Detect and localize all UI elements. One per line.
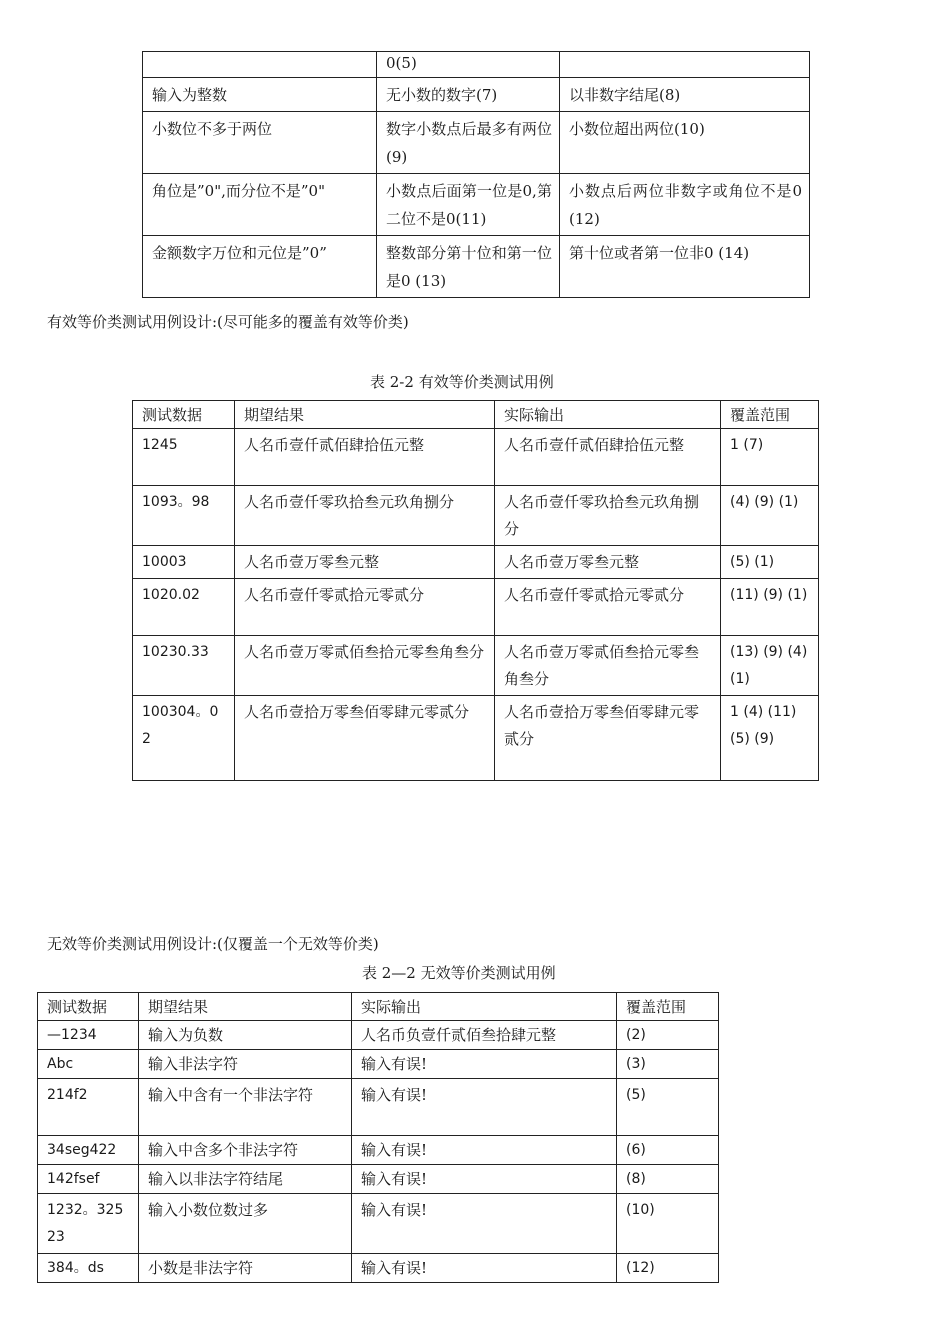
expected-result-cell: 人名币壹拾万零叁佰零肆元零贰分 bbox=[235, 696, 495, 781]
table-row bbox=[38, 1079, 719, 1136]
actual-output-cell: 输入有误! bbox=[352, 1254, 617, 1283]
column-header: 测试数据 bbox=[38, 993, 139, 1021]
valid-table-caption: 表 2-2 有效等价类测试用例 bbox=[370, 373, 554, 391]
coverage-cell: (3) bbox=[617, 1050, 719, 1079]
test-data-cell: 214f2 bbox=[38, 1079, 139, 1136]
test-data-cell: 10003 bbox=[133, 546, 235, 579]
coverage-cell: (13) (9) (4) (1) bbox=[721, 636, 819, 696]
expected-result-cell: 输入中含有一个非法字符 bbox=[139, 1079, 352, 1136]
table-cell: 小数位超出两位(10) bbox=[560, 112, 810, 174]
test-data-cell: 1093。98 bbox=[133, 486, 235, 546]
actual-output-cell: 输入有误! bbox=[352, 1165, 617, 1194]
actual-output-cell: 人名币壹仟贰佰肆拾伍元整 bbox=[495, 429, 721, 486]
coverage-cell: (11) (9) (1) bbox=[721, 579, 819, 636]
table-row bbox=[143, 236, 810, 298]
actual-output-cell: 输入有误! bbox=[352, 1194, 617, 1254]
table-cell: 角位是”0",而分位不是”0" bbox=[143, 174, 377, 236]
table-cell: 小数位不多于两位 bbox=[143, 112, 377, 174]
expected-result-cell: 输入小数位数过多 bbox=[139, 1194, 352, 1254]
expected-result-cell: 输入中含多个非法字符 bbox=[139, 1136, 352, 1165]
table-row bbox=[143, 112, 810, 174]
table-cell bbox=[143, 52, 377, 78]
table-cell: 小数点后面第一位是0,第二位不是0(11) bbox=[377, 174, 560, 236]
table-cell: 以非数字结尾(8) bbox=[560, 78, 810, 112]
actual-output-cell: 输入有误! bbox=[352, 1079, 617, 1136]
table-row bbox=[133, 486, 819, 546]
column-header: 实际输出 bbox=[352, 993, 617, 1021]
invalid-table-caption: 表 2—2 无效等价类测试用例 bbox=[362, 964, 556, 982]
valid-cases-heading: 有效等价类测试用例设计:(尽可能多的覆盖有效等价类) bbox=[47, 313, 409, 331]
column-header: 实际输出 bbox=[495, 401, 721, 429]
coverage-cell: (12) bbox=[617, 1254, 719, 1283]
table-cell: 整数部分第十位和第一位是0 (13) bbox=[377, 236, 560, 298]
column-header: 覆盖范围 bbox=[721, 401, 819, 429]
expected-result-cell: 人名币壹万零叁元整 bbox=[235, 546, 495, 579]
coverage-cell: 1 (7) bbox=[721, 429, 819, 486]
test-data-cell: —1234 bbox=[38, 1021, 139, 1050]
expected-result-cell: 人名币壹万零贰佰叁拾元零叁角叁分 bbox=[235, 636, 495, 696]
valid-test-case-table bbox=[132, 400, 819, 781]
test-data-cell: Abc bbox=[38, 1050, 139, 1079]
table-cell: 金额数字万位和元位是”0” bbox=[143, 236, 377, 298]
table-row bbox=[38, 1021, 719, 1050]
test-data-cell: 1020.02 bbox=[133, 579, 235, 636]
actual-output-cell: 人名币壹仟零玖拾叁元玖角捌分 bbox=[495, 486, 721, 546]
table-row bbox=[38, 1254, 719, 1283]
coverage-cell: (5) (1) bbox=[721, 546, 819, 579]
table-row bbox=[143, 174, 810, 236]
table-header-row bbox=[38, 993, 719, 1021]
coverage-cell: (5) bbox=[617, 1079, 719, 1136]
test-data-cell: 10230.33 bbox=[133, 636, 235, 696]
equivalence-class-table bbox=[142, 51, 810, 298]
actual-output-cell: 人名币壹拾万零叁佰零肆元零贰分 bbox=[495, 696, 721, 781]
table-cell: 数字小数点后最多有两位(9) bbox=[377, 112, 560, 174]
expected-result-cell: 人名币壹仟零贰拾元零贰分 bbox=[235, 579, 495, 636]
table-row bbox=[38, 1050, 719, 1079]
test-data-cell: 1232。32523 bbox=[38, 1194, 139, 1254]
coverage-cell: 1 (4) (11)(5) (9) bbox=[721, 696, 819, 781]
actual-output-cell: 人名币壹万零叁元整 bbox=[495, 546, 721, 579]
table-cell: 小数点后两位非数字或角位不是0(12) bbox=[560, 174, 810, 236]
column-header: 测试数据 bbox=[133, 401, 235, 429]
actual-output-cell: 输入有误! bbox=[352, 1136, 617, 1165]
invalid-cases-heading: 无效等价类测试用例设计:(仅覆盖一个无效等价类) bbox=[47, 935, 379, 953]
test-data-cell: 34seg422 bbox=[38, 1136, 139, 1165]
coverage-cell: (8) bbox=[617, 1165, 719, 1194]
table-row bbox=[133, 429, 819, 486]
actual-output-cell: 输入有误! bbox=[352, 1050, 617, 1079]
table-cell bbox=[560, 52, 810, 78]
actual-output-cell: 人名币负壹仟贰佰叁拾肆元整 bbox=[352, 1021, 617, 1050]
table-row bbox=[133, 696, 819, 781]
coverage-cell: (10) bbox=[617, 1194, 719, 1254]
table-row bbox=[133, 579, 819, 636]
table-row bbox=[133, 546, 819, 579]
coverage-cell: (4) (9) (1) bbox=[721, 486, 819, 546]
expected-result-cell: 输入以非法字符结尾 bbox=[139, 1165, 352, 1194]
table-row bbox=[38, 1194, 719, 1254]
table-row bbox=[38, 1136, 719, 1165]
column-header: 期望结果 bbox=[139, 993, 352, 1021]
table-header-row bbox=[133, 401, 819, 429]
table-row bbox=[38, 1165, 719, 1194]
actual-output-cell: 人名币壹万零贰佰叁拾元零叁角叁分 bbox=[495, 636, 721, 696]
actual-output-cell: 人名币壹仟零贰拾元零贰分 bbox=[495, 579, 721, 636]
table-row bbox=[133, 636, 819, 696]
expected-result-cell: 小数是非法字符 bbox=[139, 1254, 352, 1283]
column-header: 覆盖范围 bbox=[617, 993, 719, 1021]
table-cell: 输入为整数 bbox=[143, 78, 377, 112]
table-cell: 0(5) bbox=[377, 52, 560, 78]
test-data-cell: 384。ds bbox=[38, 1254, 139, 1283]
invalid-test-case-table bbox=[37, 992, 719, 1283]
table-row bbox=[143, 52, 810, 78]
table-row bbox=[143, 78, 810, 112]
expected-result-cell: 输入非法字符 bbox=[139, 1050, 352, 1079]
expected-result-cell: 输入为负数 bbox=[139, 1021, 352, 1050]
table-cell: 第十位或者第一位非0 (14) bbox=[560, 236, 810, 298]
expected-result-cell: 人名币壹仟贰佰肆拾伍元整 bbox=[235, 429, 495, 486]
test-data-cell: 1245 bbox=[133, 429, 235, 486]
test-data-cell: 142fsef bbox=[38, 1165, 139, 1194]
test-data-cell: 100304。02 bbox=[133, 696, 235, 781]
expected-result-cell: 人名币壹仟零玖拾叁元玖角捌分 bbox=[235, 486, 495, 546]
coverage-cell: (2) bbox=[617, 1021, 719, 1050]
coverage-cell: (6) bbox=[617, 1136, 719, 1165]
column-header: 期望结果 bbox=[235, 401, 495, 429]
table-cell: 无小数的数字(7) bbox=[377, 78, 560, 112]
